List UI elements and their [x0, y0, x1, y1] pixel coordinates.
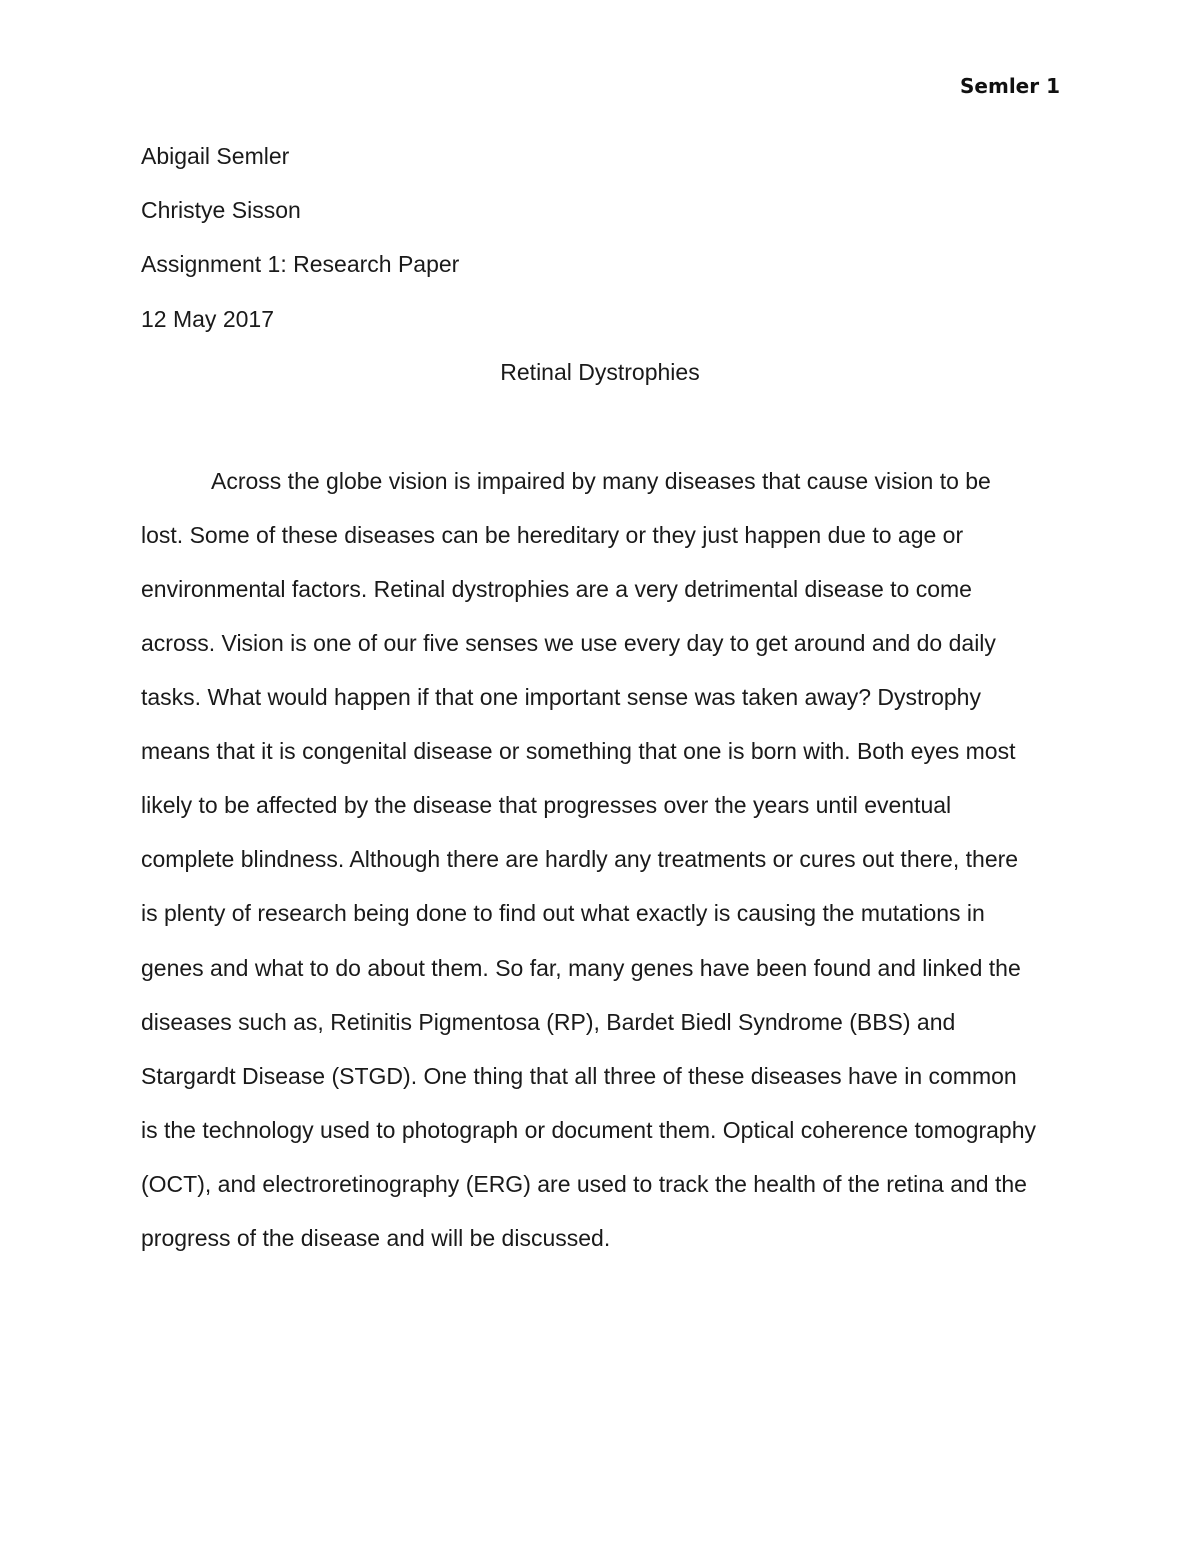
body-line: is the technology used to photograph or document them. Optical coherence tomography: [141, 1117, 1036, 1143]
body-line: complete blindness. Although there are hardly any treatments or cures out there, there: [141, 846, 1019, 872]
body-line: is plenty of research being done to find out what exactly is causing the mutations in: [141, 900, 985, 926]
assignment-name: Assignment 1: Research Paper: [141, 251, 460, 277]
running-head: Semler 1: [960, 74, 1060, 98]
body-line: (OCT), and electroretinography (ERG) are used to track the health of the retina and the: [141, 1171, 1027, 1197]
student-name: Abigail Semler: [141, 143, 290, 169]
body-line: Across the globe vision is impaired by many diseases that cause vision to be: [211, 468, 991, 494]
body-line: diseases such as, Retinitis Pigmentosa (RP), Bardet Biedl Syndrome (BBS) and: [141, 1009, 956, 1035]
instructor-name: Christye Sisson: [141, 197, 301, 223]
body-line: environmental factors. Retinal dystrophies are a very detrimental disease to come: [141, 576, 972, 602]
body-line: means that it is congenital disease or something that one is born with. Both eyes most: [141, 738, 1016, 764]
body-line: tasks. What would happen if that one important sense was taken away? Dystrophy: [141, 684, 981, 710]
body-line: progress of the disease and will be discussed.: [141, 1225, 611, 1251]
body-line: genes and what to do about them. So far, many genes have been found and linked the: [141, 955, 1021, 981]
body-line: Stargardt Disease (STGD). One thing that all three of these diseases have in common: [141, 1063, 1017, 1089]
paper-date: 12 May 2017: [141, 306, 274, 332]
body-line: across. Vision is one of our five senses we use every day to get around and do daily: [141, 630, 996, 656]
body-line: lost. Some of these diseases can be hereditary or they just happen due to age or: [141, 522, 964, 548]
body-line: likely to be affected by the disease that progresses over the years until eventual: [141, 792, 952, 818]
paper-title: Retinal Dystrophies: [500, 359, 700, 385]
